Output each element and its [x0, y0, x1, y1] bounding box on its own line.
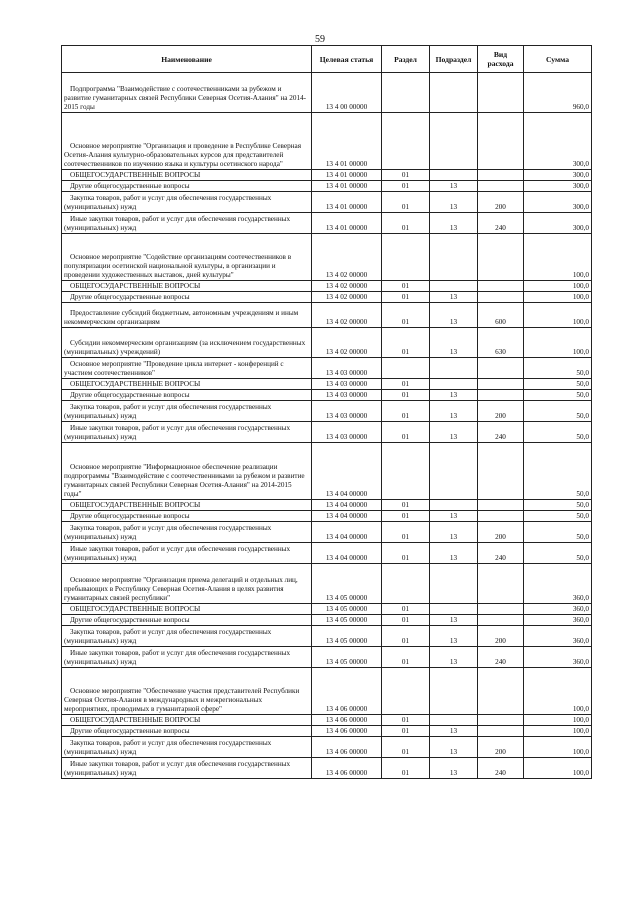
table-row — [62, 626, 592, 647]
table-header-row — [62, 46, 592, 73]
row-subsection-cell — [430, 170, 478, 181]
row-expense-type-cell — [478, 715, 524, 726]
row-target-article-cell: 13 4 04 00000 — [312, 500, 382, 511]
row-section-cell: 01 — [382, 737, 430, 758]
row-section-cell: 01 — [382, 213, 430, 234]
row-section-cell: 01 — [382, 303, 430, 328]
row-name-cell: Другие общегосударственные вопросы — [62, 615, 312, 626]
row-name-cell: ОБЩЕГОСУДАРСТВЕННЫЕ ВОПРОСЫ — [62, 170, 312, 181]
row-subsection-cell: 13 — [430, 390, 478, 401]
row-expense-type-cell: 240 — [478, 422, 524, 443]
row-expense-type-cell: 200 — [478, 192, 524, 213]
table-row — [62, 758, 592, 779]
row-target-article-cell: 13 4 04 00000 — [312, 511, 382, 522]
table-row — [62, 303, 592, 328]
row-expense-type-cell — [478, 390, 524, 401]
row-subsection-cell — [430, 715, 478, 726]
row-name-cell: Другие общегосударственные вопросы — [62, 511, 312, 522]
row-target-article-cell: 13 4 04 00000 — [312, 443, 382, 500]
row-expense-type-cell: 630 — [478, 328, 524, 358]
table-row — [62, 358, 592, 379]
row-expense-type-cell — [478, 181, 524, 192]
row-section-cell: 01 — [382, 715, 430, 726]
row-section-cell: 01 — [382, 192, 430, 213]
table-row — [62, 564, 592, 604]
row-expense-type-cell — [478, 564, 524, 604]
table-row — [62, 615, 592, 626]
row-target-article-cell: 13 4 00 00000 — [312, 73, 382, 113]
row-target-article-cell: 13 4 02 00000 — [312, 234, 382, 281]
row-expense-type-cell — [478, 234, 524, 281]
row-sum-cell: 50,0 — [524, 511, 592, 522]
row-subsection-cell — [430, 564, 478, 604]
row-expense-type-cell — [478, 113, 524, 170]
row-expense-type-cell — [478, 170, 524, 181]
row-sum-cell: 360,0 — [524, 564, 592, 604]
row-name-cell: Основное мероприятие "Организация приема делегаций и отдельных лиц, пребывающих в Республику Северная Осетия-Алания в целях развития гуманитарных связей республики" — [62, 564, 312, 604]
row-name-cell: Иные закупки товаров, работ и услуг для обеспечения государственных (муниципальных) нужд — [62, 422, 312, 443]
row-section-cell: 01 — [382, 281, 430, 292]
table-row — [62, 511, 592, 522]
table-row — [62, 113, 592, 170]
row-target-article-cell: 13 4 01 00000 — [312, 170, 382, 181]
row-section-cell — [382, 73, 430, 113]
table-row — [62, 401, 592, 422]
table-row — [62, 73, 592, 113]
table-row — [62, 422, 592, 443]
row-sum-cell: 50,0 — [524, 390, 592, 401]
row-expense-type-cell: 200 — [478, 737, 524, 758]
row-expense-type-cell — [478, 358, 524, 379]
row-name-cell: ОБЩЕГОСУДАРСТВЕННЫЕ ВОПРОСЫ — [62, 604, 312, 615]
row-section-cell: 01 — [382, 758, 430, 779]
row-section-cell — [382, 564, 430, 604]
column-header-target-article: Целевая статья — [312, 46, 382, 73]
row-name-cell: Иные закупки товаров, работ и услуг для обеспечения государственных (муниципальных) нужд — [62, 543, 312, 564]
row-subsection-cell: 13 — [430, 737, 478, 758]
row-subsection-cell: 13 — [430, 511, 478, 522]
row-target-article-cell: 13 4 05 00000 — [312, 647, 382, 668]
row-section-cell — [382, 113, 430, 170]
row-subsection-cell — [430, 358, 478, 379]
row-expense-type-cell — [478, 615, 524, 626]
row-subsection-cell — [430, 668, 478, 715]
table-row — [62, 213, 592, 234]
budget-table — [61, 45, 592, 779]
row-section-cell: 01 — [382, 292, 430, 303]
row-name-cell: Другие общегосударственные вопросы — [62, 390, 312, 401]
row-target-article-cell: 13 4 02 00000 — [312, 303, 382, 328]
row-subsection-cell: 13 — [430, 758, 478, 779]
row-expense-type-cell: 240 — [478, 647, 524, 668]
row-name-cell: Иные закупки товаров, работ и услуг для обеспечения государственных (муниципальных) нужд — [62, 758, 312, 779]
row-target-article-cell: 13 4 04 00000 — [312, 543, 382, 564]
table-row — [62, 390, 592, 401]
row-target-article-cell: 13 4 05 00000 — [312, 615, 382, 626]
row-sum-cell: 50,0 — [524, 379, 592, 390]
row-subsection-cell — [430, 73, 478, 113]
row-name-cell: ОБЩЕГОСУДАРСТВЕННЫЕ ВОПРОСЫ — [62, 715, 312, 726]
row-target-article-cell: 13 4 01 00000 — [312, 192, 382, 213]
row-target-article-cell: 13 4 06 00000 — [312, 737, 382, 758]
row-target-article-cell: 13 4 03 00000 — [312, 358, 382, 379]
row-subsection-cell — [430, 379, 478, 390]
row-target-article-cell: 13 4 05 00000 — [312, 626, 382, 647]
row-sum-cell: 50,0 — [524, 500, 592, 511]
row-sum-cell: 300,0 — [524, 170, 592, 181]
row-subsection-cell: 13 — [430, 292, 478, 303]
table-row — [62, 647, 592, 668]
row-name-cell: Иные закупки товаров, работ и услуг для обеспечения государственных (муниципальных) нужд — [62, 647, 312, 668]
row-name-cell: Закупка товаров, работ и услуг для обеспечения государственных (муниципальных) нужд — [62, 626, 312, 647]
row-name-cell: Основное мероприятие "Проведение цикла интернет - конференций с участием соотечественников" — [62, 358, 312, 379]
column-header-sum: Сумма — [524, 46, 592, 73]
row-sum-cell: 50,0 — [524, 358, 592, 379]
row-expense-type-cell — [478, 443, 524, 500]
row-subsection-cell: 13 — [430, 181, 478, 192]
row-expense-type-cell: 240 — [478, 543, 524, 564]
row-target-article-cell: 13 4 03 00000 — [312, 379, 382, 390]
row-subsection-cell — [430, 604, 478, 615]
row-subsection-cell: 13 — [430, 522, 478, 543]
row-section-cell: 01 — [382, 726, 430, 737]
row-sum-cell: 100,0 — [524, 715, 592, 726]
row-section-cell: 01 — [382, 170, 430, 181]
row-name-cell: ОБЩЕГОСУДАРСТВЕННЫЕ ВОПРОСЫ — [62, 281, 312, 292]
row-sum-cell: 100,0 — [524, 726, 592, 737]
row-sum-cell: 300,0 — [524, 213, 592, 234]
row-name-cell: ОБЩЕГОСУДАРСТВЕННЫЕ ВОПРОСЫ — [62, 379, 312, 390]
row-subsection-cell — [430, 113, 478, 170]
row-name-cell: Основное мероприятие "Информационное обеспечение реализации подпрограммы "Взаимодействие с соотечественниками за рубежом и развитие гуманитарных связей Республики Северная Осетия-Алания" на 2014-2015 годы" — [62, 443, 312, 500]
row-subsection-cell: 13 — [430, 726, 478, 737]
row-expense-type-cell: 200 — [478, 626, 524, 647]
row-name-cell: Другие общегосударственные вопросы — [62, 181, 312, 192]
table-row — [62, 379, 592, 390]
table-row — [62, 292, 592, 303]
row-sum-cell: 50,0 — [524, 443, 592, 500]
row-target-article-cell: 13 4 01 00000 — [312, 213, 382, 234]
row-subsection-cell: 13 — [430, 422, 478, 443]
row-section-cell: 01 — [382, 379, 430, 390]
row-sum-cell: 300,0 — [524, 181, 592, 192]
row-sum-cell: 100,0 — [524, 292, 592, 303]
row-subsection-cell — [430, 281, 478, 292]
row-target-article-cell: 13 4 05 00000 — [312, 564, 382, 604]
table-row — [62, 668, 592, 715]
row-target-article-cell: 13 4 03 00000 — [312, 422, 382, 443]
row-section-cell: 01 — [382, 422, 430, 443]
row-subsection-cell: 13 — [430, 647, 478, 668]
table-body — [62, 73, 592, 779]
row-subsection-cell: 13 — [430, 615, 478, 626]
row-sum-cell: 300,0 — [524, 113, 592, 170]
row-section-cell — [382, 443, 430, 500]
row-name-cell: Закупка товаров, работ и услуг для обеспечения государственных (муниципальных) нужд — [62, 737, 312, 758]
row-section-cell: 01 — [382, 626, 430, 647]
row-subsection-cell: 13 — [430, 303, 478, 328]
row-sum-cell: 50,0 — [524, 422, 592, 443]
row-sum-cell: 50,0 — [524, 401, 592, 422]
row-expense-type-cell: 240 — [478, 758, 524, 779]
table-row — [62, 737, 592, 758]
row-sum-cell: 360,0 — [524, 626, 592, 647]
row-expense-type-cell — [478, 73, 524, 113]
row-name-cell: ОБЩЕГОСУДАРСТВЕННЫЕ ВОПРОСЫ — [62, 500, 312, 511]
row-target-article-cell: 13 4 06 00000 — [312, 758, 382, 779]
row-expense-type-cell: 200 — [478, 401, 524, 422]
row-name-cell: Основное мероприятие "Организация и проведение в Республике Северная Осетия-Алания культурно-образовательных курсов для представителей соотечественников по изучению языка и культуры осетинского народа" — [62, 113, 312, 170]
column-header-section: Раздел — [382, 46, 430, 73]
table-row — [62, 281, 592, 292]
row-expense-type-cell — [478, 500, 524, 511]
table-row — [62, 181, 592, 192]
row-expense-type-cell — [478, 281, 524, 292]
row-name-cell: Субсидии некоммерческим организациям (за исключением государственных (муниципальных) учреждений) — [62, 328, 312, 358]
row-name-cell: Основное мероприятие "Содействие организациям соотечественников в популяризации осетинской национальной культуры, в организации и проведении художественных выставок, дней культуры" — [62, 234, 312, 281]
row-target-article-cell: 13 4 04 00000 — [312, 522, 382, 543]
row-subsection-cell — [430, 500, 478, 511]
row-section-cell: 01 — [382, 647, 430, 668]
row-sum-cell: 360,0 — [524, 615, 592, 626]
row-section-cell: 01 — [382, 511, 430, 522]
row-expense-type-cell — [478, 511, 524, 522]
table-row — [62, 170, 592, 181]
row-section-cell: 01 — [382, 181, 430, 192]
table-row — [62, 500, 592, 511]
row-sum-cell: 50,0 — [524, 522, 592, 543]
row-target-article-cell: 13 4 01 00000 — [312, 181, 382, 192]
row-name-cell: Другие общегосударственные вопросы — [62, 292, 312, 303]
table-row — [62, 543, 592, 564]
row-expense-type-cell: 600 — [478, 303, 524, 328]
row-sum-cell: 50,0 — [524, 543, 592, 564]
table-row — [62, 328, 592, 358]
row-sum-cell: 100,0 — [524, 668, 592, 715]
row-target-article-cell: 13 4 01 00000 — [312, 113, 382, 170]
row-section-cell — [382, 668, 430, 715]
column-header-subsection: Подраздел — [430, 46, 478, 73]
row-target-article-cell: 13 4 03 00000 — [312, 390, 382, 401]
table-row — [62, 726, 592, 737]
row-section-cell: 01 — [382, 401, 430, 422]
table-row — [62, 522, 592, 543]
row-subsection-cell: 13 — [430, 401, 478, 422]
row-expense-type-cell: 240 — [478, 213, 524, 234]
row-sum-cell: 100,0 — [524, 737, 592, 758]
row-target-article-cell: 13 4 02 00000 — [312, 328, 382, 358]
row-expense-type-cell — [478, 668, 524, 715]
row-subsection-cell: 13 — [430, 328, 478, 358]
table-row — [62, 443, 592, 500]
row-section-cell: 01 — [382, 390, 430, 401]
row-target-article-cell: 13 4 06 00000 — [312, 668, 382, 715]
row-section-cell: 01 — [382, 328, 430, 358]
row-name-cell: Закупка товаров, работ и услуг для обеспечения государственных (муниципальных) нужд — [62, 401, 312, 422]
row-sum-cell: 100,0 — [524, 758, 592, 779]
table-row — [62, 604, 592, 615]
page-number: 59 — [315, 34, 325, 45]
row-name-cell: Закупка товаров, работ и услуг для обеспечения государственных (муниципальных) нужд — [62, 522, 312, 543]
row-name-cell: Предоставление субсидий бюджетным, автономным учреждениям и иным некоммерческим организациям — [62, 303, 312, 328]
row-section-cell — [382, 234, 430, 281]
row-sum-cell: 100,0 — [524, 281, 592, 292]
row-expense-type-cell — [478, 292, 524, 303]
table-row — [62, 192, 592, 213]
row-name-cell: Иные закупки товаров, работ и услуг для обеспечения государственных (муниципальных) нужд — [62, 213, 312, 234]
row-subsection-cell: 13 — [430, 543, 478, 564]
row-subsection-cell: 13 — [430, 213, 478, 234]
row-target-article-cell: 13 4 02 00000 — [312, 292, 382, 303]
row-subsection-cell: 13 — [430, 626, 478, 647]
row-name-cell: Основное мероприятие "Обеспечение участия представителей Республики Северная Осетия-Алания в международных и межрегиональных мероприятиях, проводимых в гуманитарной сфере" — [62, 668, 312, 715]
row-expense-type-cell — [478, 726, 524, 737]
row-section-cell: 01 — [382, 500, 430, 511]
row-name-cell: Подпрограмма "Взаимодействие с соотечественниками за рубежом и развитие гуманитарных связей Республики Северная Осетия-Алания" на 2014-2015 годы — [62, 73, 312, 113]
row-subsection-cell — [430, 443, 478, 500]
row-expense-type-cell — [478, 379, 524, 390]
row-name-cell: Закупка товаров, работ и услуг для обеспечения государственных (муниципальных) нужд — [62, 192, 312, 213]
row-target-article-cell: 13 4 03 00000 — [312, 401, 382, 422]
row-section-cell: 01 — [382, 522, 430, 543]
row-section-cell — [382, 358, 430, 379]
row-sum-cell: 360,0 — [524, 647, 592, 668]
row-expense-type-cell: 200 — [478, 522, 524, 543]
row-section-cell: 01 — [382, 604, 430, 615]
row-name-cell: Другие общегосударственные вопросы — [62, 726, 312, 737]
row-target-article-cell: 13 4 06 00000 — [312, 726, 382, 737]
row-sum-cell: 100,0 — [524, 303, 592, 328]
row-sum-cell: 960,0 — [524, 73, 592, 113]
column-header-name: Наименование — [62, 46, 312, 73]
table-row — [62, 234, 592, 281]
column-header-expense-type: Вид расхода — [478, 46, 524, 73]
row-section-cell: 01 — [382, 615, 430, 626]
row-subsection-cell — [430, 234, 478, 281]
row-target-article-cell: 13 4 05 00000 — [312, 604, 382, 615]
row-target-article-cell: 13 4 02 00000 — [312, 281, 382, 292]
table-row — [62, 715, 592, 726]
row-section-cell: 01 — [382, 543, 430, 564]
row-sum-cell: 100,0 — [524, 234, 592, 281]
row-sum-cell: 360,0 — [524, 604, 592, 615]
row-sum-cell: 300,0 — [524, 192, 592, 213]
row-expense-type-cell — [478, 604, 524, 615]
row-target-article-cell: 13 4 06 00000 — [312, 715, 382, 726]
row-sum-cell: 100,0 — [524, 328, 592, 358]
row-subsection-cell: 13 — [430, 192, 478, 213]
